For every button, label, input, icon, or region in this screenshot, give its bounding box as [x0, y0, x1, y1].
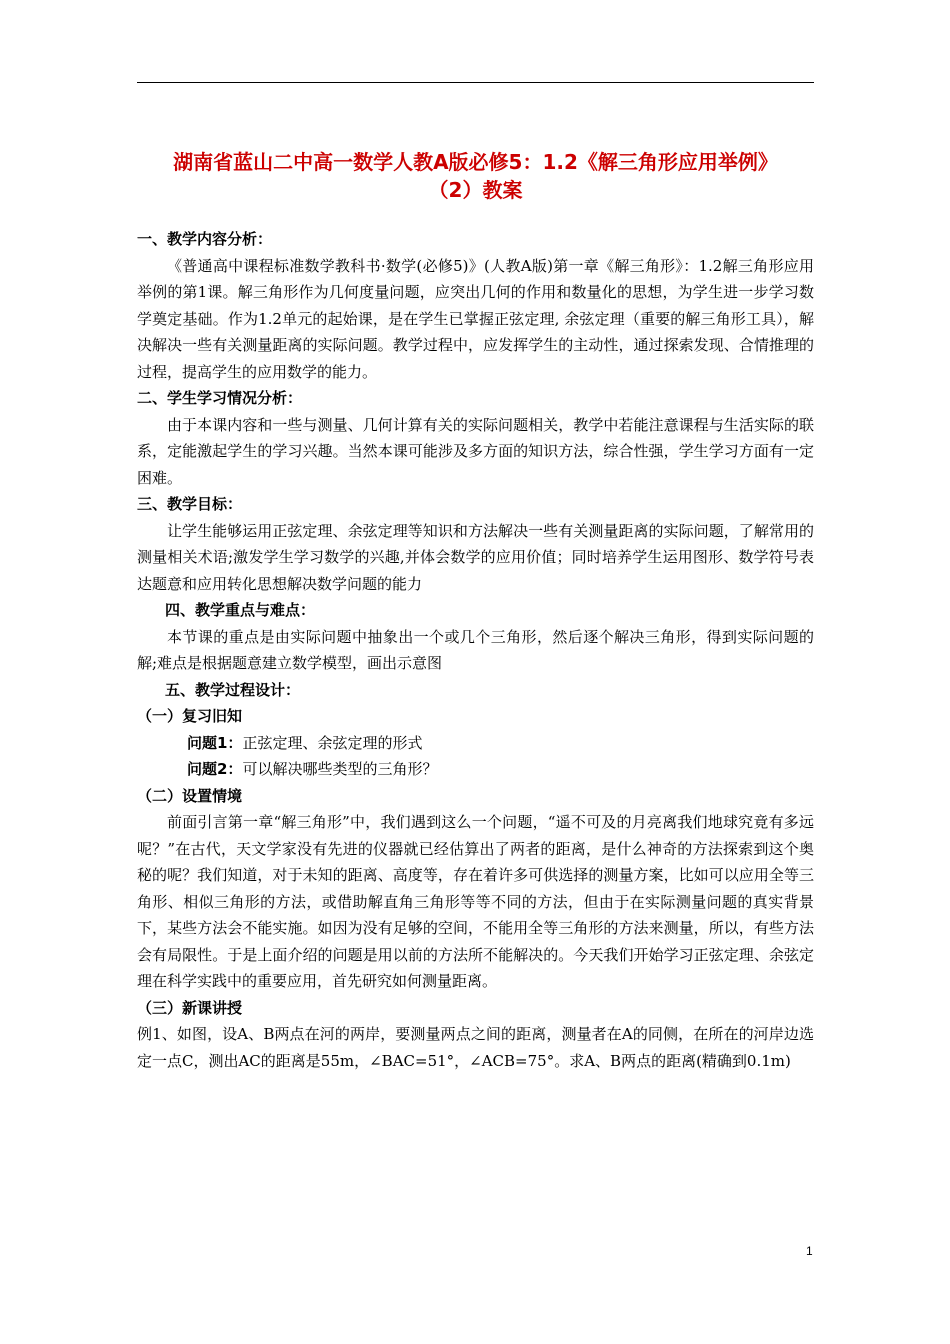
section-3-paragraph: 让学生能够运用正弦定理、余弦定理等知识和方法解决一些有关测量距离的实际问题，了解常用的测量相关术语;激发学生学习数学的兴趣,并体会数学的应用价值；同时培养学生运用图形、数学符号表达题意和应用转化思想解决数学问题的能力 [137, 521, 814, 593]
document-title [137, 148, 814, 204]
document-body [137, 226, 814, 1074]
question-2-label: 问题2： [187, 760, 243, 778]
section-4-paragraph: 本节课的重点是由实际问题中抽象出一个或几个三角形，然后逐个解决三角形，得到实际问题的解;难点是根据题意建立数学模型，画出示意图 [137, 627, 814, 672]
subsection-2-heading: （二）设置情境 [137, 786, 243, 805]
example-1-paragraph: 例1、如图，设A、B两点在河的两岸，要测量两点之间的距离，测量者在A的同侧，在所在的河岸边选定一点C，测出AC的距离是55m，∠BAC=51°，∠ACB=75°。求A、B两点的距离(精确到0.1m) [137, 1025, 814, 1070]
section-3-heading: 三、教学目标： [137, 495, 243, 513]
section-1-paragraph: 《普通高中课程标准数学教科书·数学(必修5)》(人教A版)第一章《解三角形》：1.2解三角形应用举例的第1课。解三角形作为几何度量问题，应突出几何的作用和数量化的思想，为学生进一步学习数学奠定基础。作为1.2单元的起始课，是在学生已掌握正弦定理, 余弦定理（重要的解三角形工具），解决解决一些有关测量距离的实际问题。教学过程中，应发挥学生的主动性，通过探索发现、合情推理的过程，提高学生的应用数学的能力。 [137, 256, 814, 381]
header-rule [137, 82, 814, 83]
subsection-2-paragraph: 前面引言第一章“解三角形”中，我们遇到这么一个问题，“遥不可及的月亮离我们地球究竟有多远呢？”在古代，天文学家没有先进的仪器就已经估算出了两者的距离，是什么神奇的方法探索到这个奥秘的呢？我们知道，对于未知的距离、高度等，存在着许多可供选择的测量方案，比如可以应用全等三角形、相似三角形的方法，或借助解直角三角形等等不同的方法，但由于在实际测量问题的真实背景下，某些方法会不能实施。如因为没有足够的空间，不能用全等三角形的方法来测量，所以，有些方法会有局限性。于是上面介绍的问题是用以前的方法所不能解决的。今天我们开始学习正弦定理、余弦定理在科学实践中的重要应用，首先研究如何测量距离。 [137, 813, 814, 990]
page-number: 1 [806, 1244, 813, 1258]
section-1-heading: 一、教学内容分析： [137, 230, 273, 248]
section-4-heading: 四、教学重点与难点： [165, 601, 316, 619]
section-2-paragraph: 由于本课内容和一些与测量、几何计算有关的实际问题相关，教学中若能注意课程与生活实际的联系，定能激起学生的学习兴趣。当然本课可能涉及多方面的知识方法，综合性强，学生学习方面有一定困难。 [137, 415, 814, 487]
section-5-heading: 五、教学过程设计： [165, 680, 301, 699]
subsection-3-heading: （三）新课讲授 [137, 998, 243, 1017]
subsection-1-heading: （一）复习旧知 [137, 707, 243, 725]
question-2-text: 可以解决哪些类型的三角形？ [242, 760, 438, 778]
question-1-text: 正弦定理、余弦定理的形式 [242, 733, 423, 752]
title-line-2: （2）教案 [428, 178, 523, 202]
question-1-label: 问题1： [187, 733, 243, 752]
title-line-1: 湖南省蓝山二中高一数学人教A版必修5：1.2《解三角形应用举例》 [173, 150, 778, 174]
question-2 [137, 756, 814, 783]
section-2-heading: 二、学生学习情况分析： [137, 389, 303, 407]
question-1 [137, 730, 814, 757]
